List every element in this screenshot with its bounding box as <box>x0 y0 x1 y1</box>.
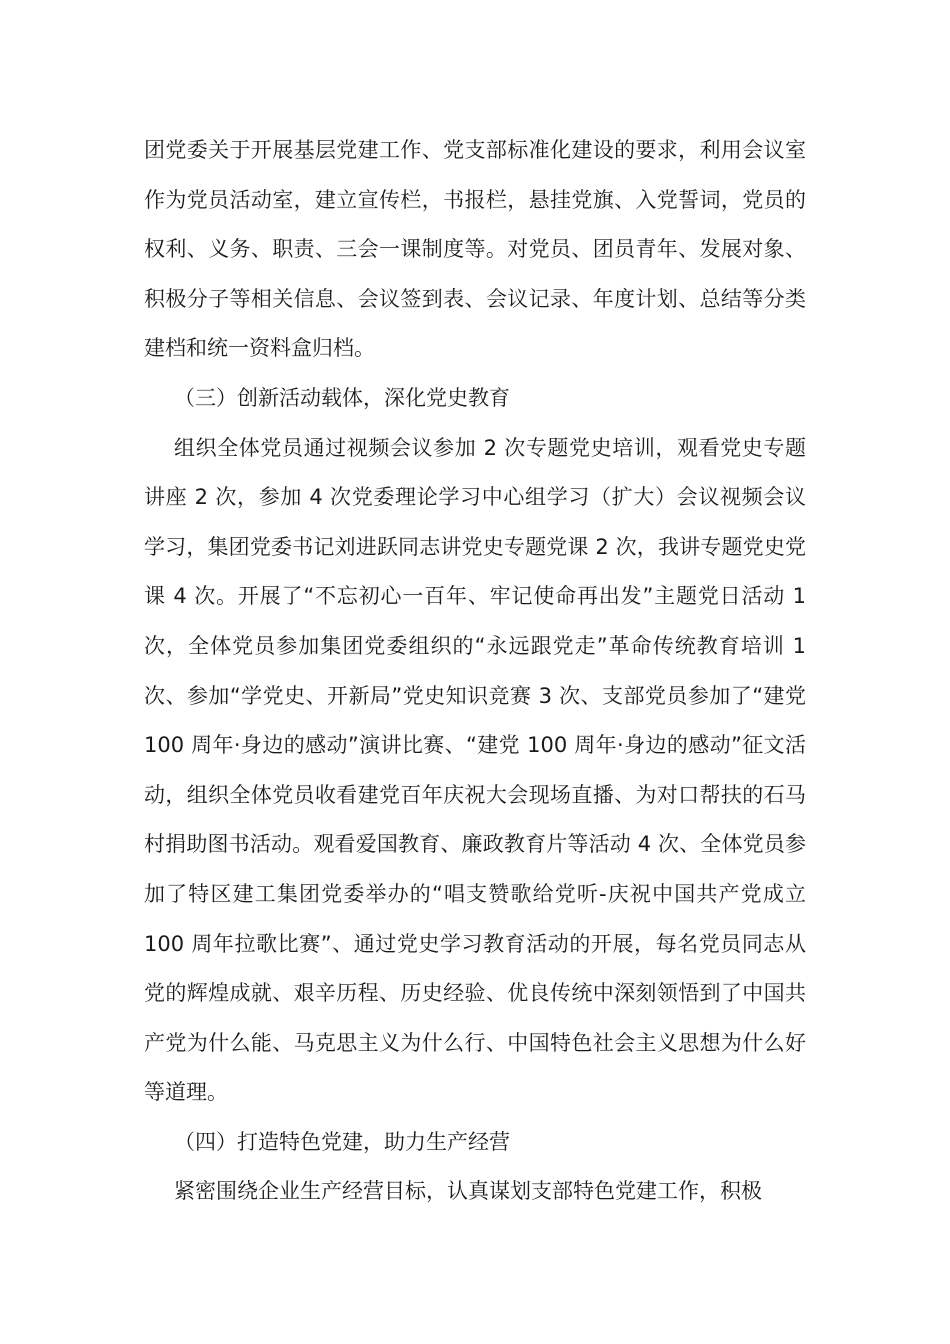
document-body <box>144 126 806 1217</box>
section-heading-3: （三）创新活动载体，深化党史教育 <box>174 385 510 410</box>
section-heading-4: （四）打造特色党建，助力生产经营 <box>174 1129 510 1154</box>
paragraph-production: 紧密围绕企业生产经营目标，认真谋划支部特色党建工作，积极 <box>174 1179 762 1204</box>
paragraph-continued: 团党委关于开展基层党建工作、党支部标准化建设的要求，利用会议室作为党员活动室，建立宣传栏，书报栏，悬挂党旗、入党誓词，党员的权利、义务、职责、三会一课制度等。对党员、团员青年、发展对象、积极分子等相关信息、会议签到表、会议记录、年度计划、总结等分类建档和统一资料盒归档。 <box>144 138 806 361</box>
paragraph-party-history: 组织全体党员通过视频会议参加 2 次专题党史培训，观看党史专题讲座 2 次，参加 4 次党委理论学习中心组学习（扩大）会议视频会议学习，集团党委书记刘进跃同志讲党史专题党课 2 次，我讲专题党史党课 4 次。开展了“不忘初心一百年、牢记使命再出发”主题党日活动 1 次，全体党员参加集团党委组织的“永远跟党走”革命传统教育培训 1 次、参加“学党史、开新局”党史知识竞赛 3 次、支部党员参加了“建党 100 周年·身边的感动”演讲比赛、“建党 100 周年·身边的感动”征文活动，组织全体党员收看建党百年庆祝大会现场直播、为对口帮扶的石马村捐助图书活动。观看爱国教育、廉政教育片等活动 4 次、全体党员参加了特区建工集团党委举办的“唱支赞歌给党听-庆祝中国共产党成立 100 周年拉歌比赛”、通过党史学习教育活动的开展，每名党员同志从党的辉煌成就、艰辛历程、历史经验、优良传统中深刻领悟到了中国共产党为什么能、马克思主义为什么行、中国特色社会主义思想为什么好等道理。 <box>144 435 806 1105</box>
